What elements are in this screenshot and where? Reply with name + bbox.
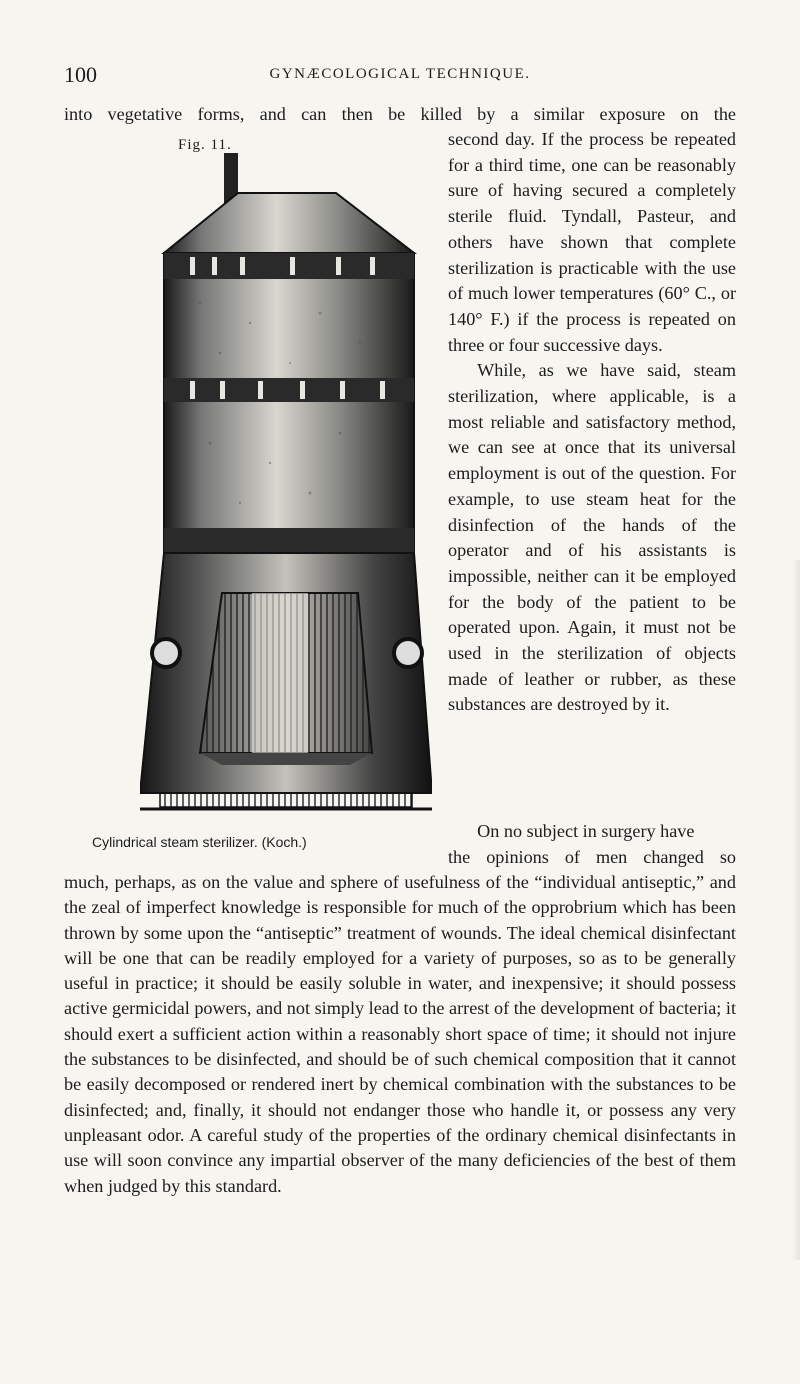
page-edge-shadow — [792, 560, 800, 1260]
page-number: 100 — [64, 62, 97, 87]
first-text-line: into vegetative forms, and can then be killed by a similar exposure on the — [64, 104, 736, 124]
full-width-paragraph: much, perhaps, as on the value and sphere of usefulness of the “individual antiseptic,” and the zeal of imperfect knowledge is responsible for much of the opprobrium which has been thrown by some upon the “antiseptic” treatment of wounds. The ideal chemical disinfectant will be one that can be readily employed for a variety of purposes, so as to be generally useful in practice; it should be easily soluble in water, and inexpensive; it should possess active germicidal powers, and not simply lead to the arrest of the development of bacteria; it should exert a sufficient action within a reasonably short space of time; it should not injure the substances to be disinfected, and should be of such chemical composition that it cannot be easily decomposed or rendered inert by chemical combination with the substances to be disinfected; and, finally, it should not endanger those who handle it, or possess any very unpleasant odor. A careful study of the properties of the ordinary chemical disinfectants in use will soon convince any impartial observer of the many deficiencies of the best of them when judged by this standard. — [64, 872, 736, 1196]
column-paragraph-3-start: On no subject in surgery have — [477, 821, 695, 841]
steam-sterilizer-illustration — [140, 153, 432, 823]
column-paragraph-2: While, as we have said, steam sterilization, where applicable, is a most reliable and satisfactory method, we can see at once that its universal employment is out of the question. For example, to use steam heat for the disinfection of the hands of the operator and of his assistants is impossible, neither can it be employed for the body of the patient to be operated upon. Again, it must not be used in the sterilization of objects made of leather or rubber, as these substances are destroyed by it. — [448, 360, 736, 715]
running-head: GYNÆCOLOGICAL TECHNIQUE. — [269, 66, 531, 82]
figure-label: Fig. 11. — [178, 137, 232, 153]
figure-caption: Cylindrical steam sterilizer. (Koch.) — [92, 834, 307, 850]
column-text — [448, 127, 736, 718]
column-paragraph-1: second day. If the process be repeated for a third time, one can be reasonably sure of having secured a completely sterile fluid. Tyndall, Pasteur, and others have shown that complete sterilization is practicable with the use of much lower temperatures (60° C., or 140° F.) if the process is repeated on three or four successive days. — [448, 129, 736, 355]
column-paragraph-3-line2: the opinions of men changed so — [448, 847, 736, 867]
